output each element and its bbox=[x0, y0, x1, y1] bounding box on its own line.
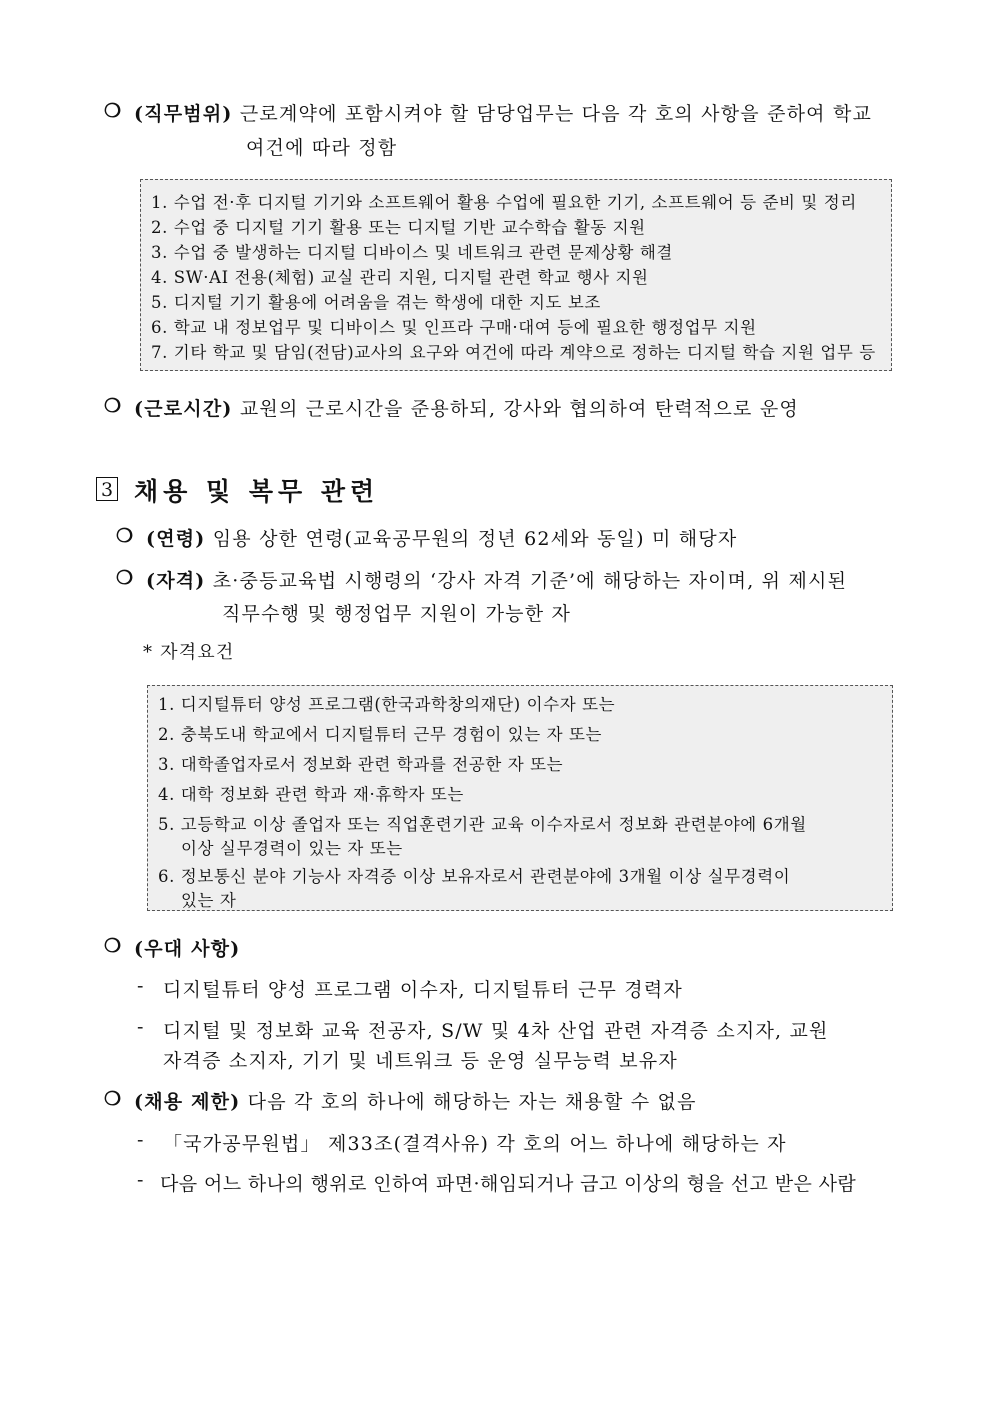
duty-line1: 근로계약에 포함시켜야 할 담당업무는 다음 각 호의 사항을 준하여 학교 bbox=[239, 103, 873, 125]
qual-line2: 직무수행 및 행정업무 지원이 가능한 자 bbox=[222, 603, 572, 625]
bullet-icon: ❍ bbox=[116, 567, 134, 589]
duty-label: (직무범위) bbox=[134, 103, 233, 125]
qual-item-6-cont: 있는 자 bbox=[181, 891, 237, 910]
duty-list-box bbox=[140, 179, 892, 371]
pref-item-1: 디지털튜터 양성 프로그램 이수자, 디지털튜터 근무 경력자 bbox=[163, 979, 683, 1001]
bullet-icon: ❍ bbox=[104, 100, 122, 122]
duty-line2: 여건에 따라 정함 bbox=[246, 137, 398, 159]
restrict-text: 다음 각 호의 하나에 해당하는 자는 채용할 수 없음 bbox=[247, 1091, 697, 1113]
restrict-item-1: 「국가공무원법」 제33조(결격사유) 각 호의 어느 하나에 해당하는 자 bbox=[163, 1133, 787, 1155]
pref-label: (우대 사항) bbox=[134, 938, 241, 960]
dash-icon: - bbox=[137, 1129, 145, 1151]
qual-item-1: 1. 디지털튜터 양성 프로그램(한국과학창의재단) 이수자 또는 bbox=[158, 695, 616, 714]
qual-label: (자격) bbox=[146, 570, 206, 592]
duty-item-4: 4. SW·AI 전용(체험) 교실 관리 지원, 디지털 관련 학교 행사 지원 bbox=[151, 268, 649, 287]
restrict-paragraph bbox=[134, 1087, 697, 1114]
pref-paragraph bbox=[134, 934, 240, 961]
bullet-icon: ❍ bbox=[104, 395, 122, 417]
qual-line1: 초·중등교육법 시행령의 ‘강사 자격 기준’에 해당하는 자이며, 위 제시된 bbox=[212, 570, 848, 592]
qual-paragraph bbox=[146, 566, 847, 593]
duty-item-1: 1. 수업 전·후 디지털 기기와 소프트웨어 활용 수업에 필요한 기기, 소프트웨어 등 준비 및 정리 bbox=[151, 193, 857, 212]
qual-item-2: 2. 충북도내 학교에서 디지털튜터 근무 경험이 있는 자 또는 bbox=[158, 725, 603, 744]
qual-item-5-cont: 이상 실무경력이 있는 자 또는 bbox=[181, 839, 403, 858]
hours-text: 교원의 근로시간을 준용하되, 강사와 협의하여 탄력적으로 운영 bbox=[239, 398, 799, 420]
qual-item-6: 6. 정보통신 분야 기능사 자격증 이상 보유자로서 관련분야에 3개월 이상 실무경력이 bbox=[158, 867, 791, 886]
qual-item-5: 5. 고등학교 이상 졸업자 또는 직업훈련기관 교육 이수자로서 정보화 관련분야에 6개월 bbox=[158, 815, 807, 834]
restrict-label: (채용 제한) bbox=[134, 1091, 241, 1113]
hours-label: (근로시간) bbox=[134, 398, 233, 420]
pref-item-2-cont: 자격증 소지자, 기기 및 네트워크 등 운영 실무능력 보유자 bbox=[163, 1050, 678, 1072]
qual-item-3: 3. 대학졸업자로서 정보화 관련 학과를 전공한 자 또는 bbox=[158, 755, 564, 774]
pref-item-2: 디지털 및 정보화 교육 전공자, S/W 및 4차 산업 관련 자격증 소지자, 교원 bbox=[163, 1020, 829, 1042]
dash-icon: - bbox=[137, 1169, 145, 1191]
bullet-icon: ❍ bbox=[104, 935, 122, 957]
hours-paragraph bbox=[134, 394, 799, 421]
duty-item-2: 2. 수업 중 디지털 기기 활용 또는 디지털 기반 교수학습 활동 지원 bbox=[151, 218, 646, 237]
restrict-item-2: 다음 어느 하나의 행위로 인하여 파면·해임되거나 금고 이상의 형을 선고 받은 사람 bbox=[160, 1173, 857, 1195]
bullet-icon: ❍ bbox=[104, 1088, 122, 1110]
bullet-icon: ❍ bbox=[116, 525, 134, 547]
age-label: (연령) bbox=[146, 528, 206, 550]
duty-item-7: 7. 기타 학교 및 담임(전담)교사의 요구와 여건에 따라 계약으로 정하는 디지털 학습 지원 업무 등 bbox=[151, 343, 876, 362]
qual-note: * 자격요건 bbox=[143, 642, 235, 663]
duty-paragraph bbox=[134, 99, 872, 126]
age-text: 임용 상한 연령(교육공무원의 정년 62세와 동일) 미 해당자 bbox=[212, 528, 738, 550]
section-title: 채용 및 복무 관련 bbox=[134, 477, 380, 506]
age-paragraph bbox=[146, 524, 737, 551]
duty-item-6: 6. 학교 내 정보업무 및 디바이스 및 인프라 구매·대여 등에 필요한 행정업무 지원 bbox=[151, 318, 757, 337]
section-number: 3 bbox=[96, 477, 118, 501]
qual-list-box bbox=[147, 685, 893, 911]
duty-item-5: 5. 디지털 기기 활용에 어려움을 겪는 학생에 대한 지도 보조 bbox=[151, 293, 601, 312]
dash-icon: - bbox=[137, 1016, 145, 1038]
dash-icon: - bbox=[137, 975, 145, 997]
qual-item-4: 4. 대학 정보화 관련 학과 재·휴학자 또는 bbox=[158, 785, 464, 804]
duty-item-3: 3. 수업 중 발생하는 디지털 디바이스 및 네트워크 관련 문제상황 해결 bbox=[151, 243, 673, 262]
